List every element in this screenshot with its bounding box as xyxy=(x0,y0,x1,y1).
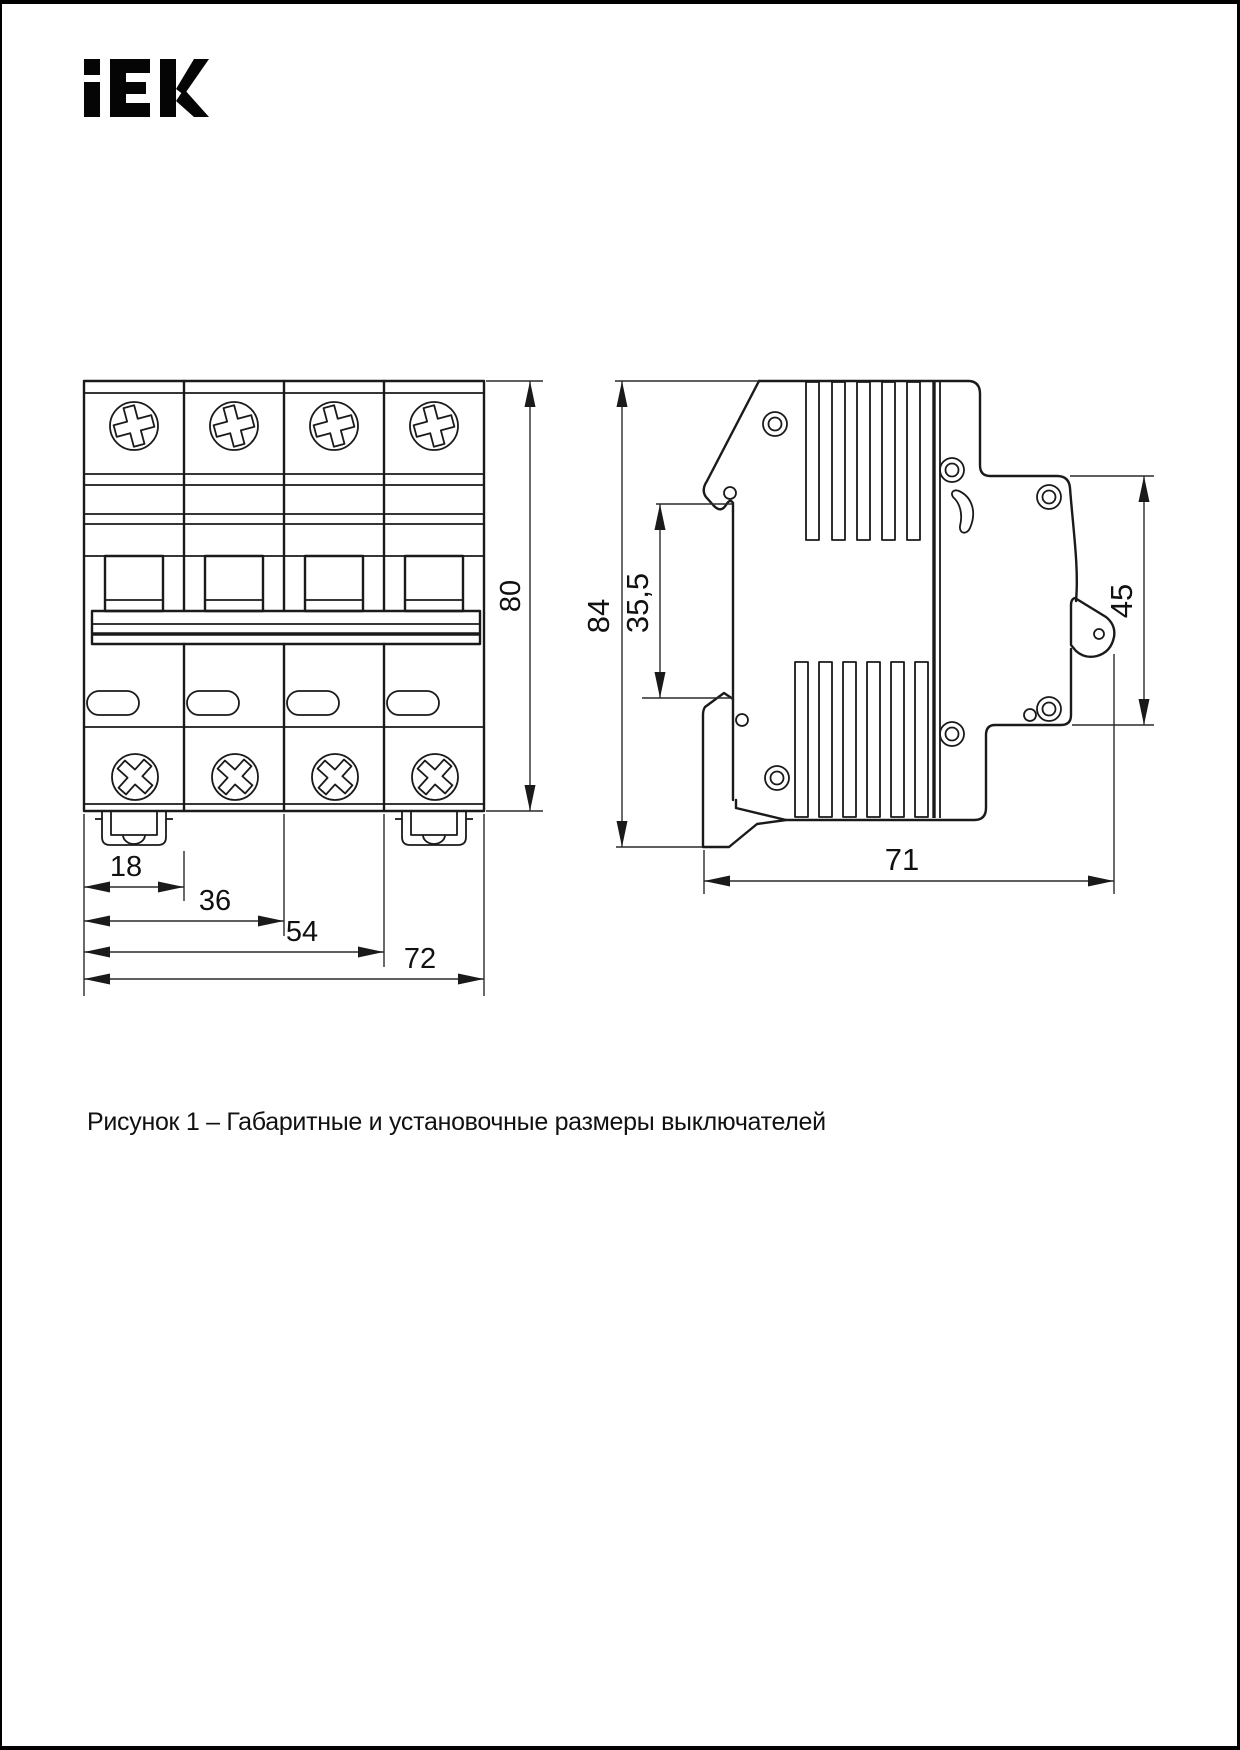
front-dim-80-label: 80 xyxy=(495,579,527,613)
dimension-module-width xyxy=(84,851,184,893)
dimension-total-width xyxy=(84,943,484,985)
vent-slots-upper xyxy=(806,382,920,540)
side-view xyxy=(581,381,1154,894)
figure-caption: Рисунок 1 – Габаритные и установочные размеры выключателей xyxy=(87,1108,826,1136)
dimension-depth xyxy=(704,842,1114,887)
indicator-windows xyxy=(87,691,439,715)
front-panel-edge xyxy=(934,382,940,818)
side-extension-lines xyxy=(615,381,1154,894)
dimension-rail-channel xyxy=(620,504,666,698)
front-dim-36-label: 36 xyxy=(198,885,232,917)
side-dim-71-label: 71 xyxy=(884,842,920,877)
vent-slots-lower xyxy=(795,662,928,817)
side-dim-84-label: 84 xyxy=(581,598,616,634)
toggle-tie-bar xyxy=(92,611,480,644)
side-dim-45-label: 45 xyxy=(1104,583,1139,619)
front-dim-54-label: 54 xyxy=(285,916,319,948)
module-dividers xyxy=(184,381,384,811)
lever-hole xyxy=(1094,629,1104,639)
dimension-front-section xyxy=(1104,476,1150,725)
curved-slot xyxy=(952,490,973,532)
front-view xyxy=(84,381,543,996)
side-dim-35-5-label: 35,5 xyxy=(620,572,655,634)
dimension-three-modules xyxy=(84,916,384,958)
dimension-front-height xyxy=(495,381,536,811)
technical-drawing xyxy=(2,4,1238,1746)
pole-toggles xyxy=(92,556,480,644)
front-dim-18-label: 18 xyxy=(109,851,143,883)
side-body-outline xyxy=(703,381,1077,847)
rivets xyxy=(724,412,1061,790)
front-dim-72-label: 72 xyxy=(403,943,437,975)
